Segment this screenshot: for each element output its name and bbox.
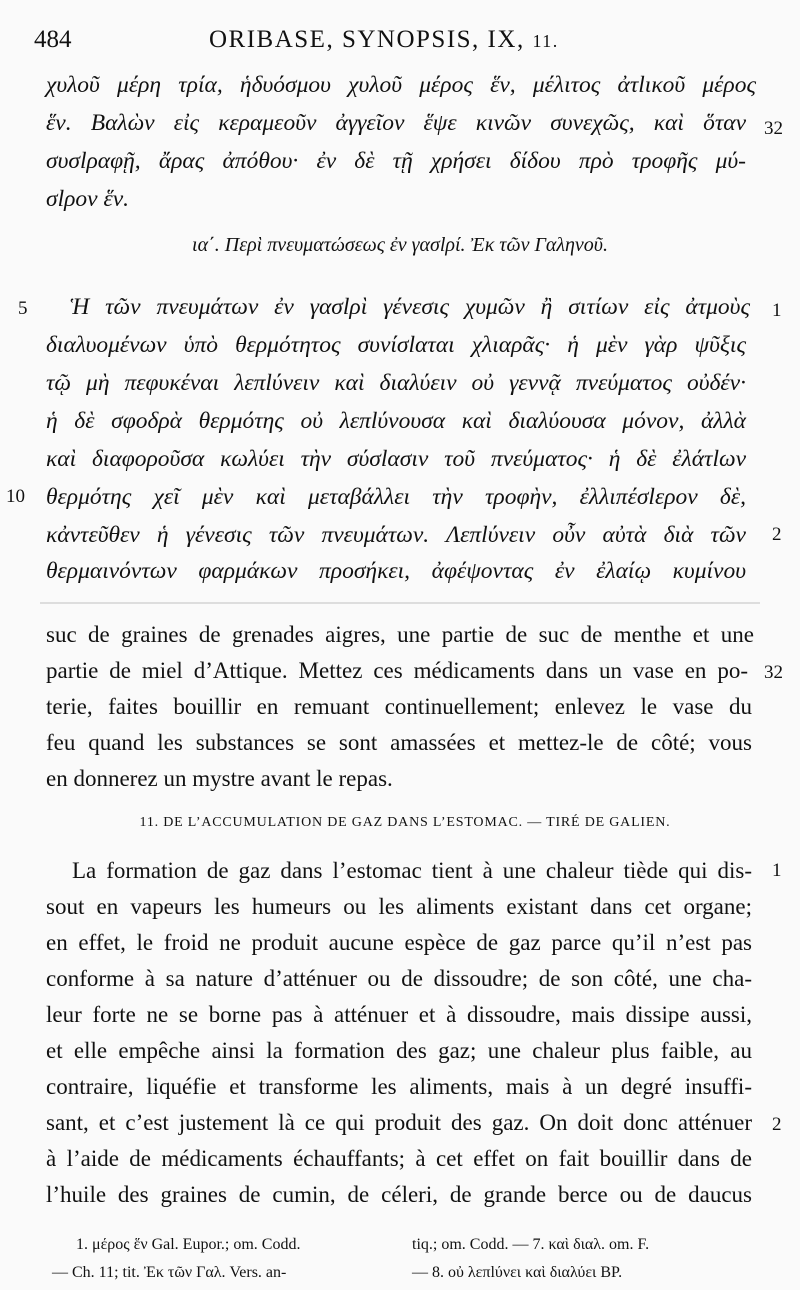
margin-number: 1 <box>772 300 782 321</box>
french-line: contraire, liquéfie et transforme les aliments, mais à un degré insuffi- <box>46 1074 752 1099</box>
greek-line: συσlραφῇ, ἄρας ἀπόθου· ἐν δὲ τῇ χρήσει δίδου πρὸ τροφῆς μύ- <box>46 148 746 174</box>
french-line: feu quand les substances se sont amassées et mettez-le de côté; vous <box>46 730 752 755</box>
french-line: leur forte ne se borne pas à atténuer et à dissoudre, mais dissipe aussi, <box>46 1002 752 1027</box>
french-line: sout en vapeurs les humeurs ou les aliments existant dans cet organe; <box>46 894 752 919</box>
running-head-chapter: 11. <box>532 31 559 51</box>
page-header <box>34 24 734 60</box>
french-line: l’huile des graines de cumin, de céleri, de grande berce ou de daucus <box>46 1182 752 1207</box>
french-line: La formation de gaz dans l’estomac tient à une chaleur tiède qui dis- <box>72 858 752 883</box>
margin-number: 2 <box>772 1114 782 1135</box>
french-line: terie, faites bouillir en remuant continuellement; enlevez le vase du <box>46 694 752 719</box>
greek-line: ἕν. Βαλὼν εἰς κεραμεοῦν ἀγγεῖον ἕψε κινῶν συνεχῶς, καὶ ὅταν <box>46 110 746 136</box>
margin-number: 32 <box>764 662 783 683</box>
french-line: en effet, le froid ne produit aucune espèce de gaz parce qu’il n’est pas <box>46 930 752 955</box>
greek-line: Ἡ τῶν πνευμάτων ἐν γασlρὶ γένεσις χυμῶν ἢ σιτίων εἰς ἀτμοὺς <box>70 294 750 320</box>
footnote-left-1: 1. μέρος ἕν Gal. Eupor.; om. Codd. <box>76 1236 301 1253</box>
footnote-right-1: tiq.; om. Codd. — 7. καὶ διαλ. om. F. <box>412 1236 650 1253</box>
french-line: sant, et c’est justement là ce qui produit des gaz. On doit donc atténuer <box>46 1110 752 1135</box>
running-head-title: ORIBASE, SYNOPSIS, IX, <box>209 26 533 53</box>
greek-line: θερμαινόντων φαρμάκων προσήκει, ἀφέψοντας ἐν ἐλαίῳ κυμίνου <box>46 558 746 584</box>
separator <box>40 602 760 604</box>
line-number: 5 <box>18 298 28 319</box>
greek-line: χυλοῦ μέρη τρία, ἡδυόσμου χυλοῦ μέρος ἕν, μέλιτος ἀτlικοῦ μέρος <box>46 72 756 98</box>
page-number: 484 <box>34 26 72 53</box>
greek-line: τῷ μὴ πεφυκέναι λεπlύνειν καὶ διαλύειν οὐ γεννᾷ πνεύματος οὐδέν· <box>46 370 746 396</box>
margin-number: 32 <box>764 118 783 139</box>
margin-number: 2 <box>772 524 782 545</box>
french-line: suc de graines de grenades aigres, une partie de suc de menthe et une <box>46 622 754 647</box>
greek-line: κἀντεῦθεν ἡ γένεσις τῶν πνευμάτων. Λεπlύνειν οὖν αὐτὰ διὰ τῶν <box>46 522 746 548</box>
footnote-right-2: — 8. οὐ λεπlύνει καὶ διαλύει BP. <box>412 1264 623 1281</box>
margin-number: 1 <box>772 860 782 881</box>
line-number: 10 <box>6 486 25 507</box>
french-line: conforme à sa nature d’atténuer ou de dissoudre; de son côté, une cha- <box>46 966 752 991</box>
greek-line: διαλυομένων ὑπὸ θερμότητος συνίσlαται χλιαρᾶς· ἡ μὲν γὰρ ψῦξις <box>46 332 746 358</box>
footnote-left-2: — Ch. 11; tit. Ἐκ τῶν Γαλ. Vers. an- <box>52 1264 287 1281</box>
running-head <box>209 26 559 54</box>
greek-line: σlρον ἕν. <box>46 186 130 212</box>
greek-chapter-title: ια΄. Περὶ πνευματώσεως ἐν γασlρί. Ἐκ τῶν Γαληνοῦ. <box>192 234 608 256</box>
french-chapter-title: 11. DE L’ACCUMULATION DE GAZ DANS L’ESTOMAC. — TIRÉ DE GALIEN. <box>139 815 671 830</box>
greek-line: θερμότης χεῖ μὲν καὶ μεταβάλλει τὴν τροφὴν, ἐλλιπέσlερον δὲ, <box>46 484 746 510</box>
greek-line: ἡ δὲ σφοδρὰ θερμότης οὐ λεπlύνουσα καὶ διαλύουσα μόνον, ἀλλὰ <box>46 408 746 434</box>
french-line: en donnerez un mystre avant le repas. <box>46 766 393 791</box>
greek-line: καὶ διαφοροῦσα κωλύει τὴν σύσlασιν τοῦ πνεύματος· ἡ δὲ ἐλάτlων <box>46 446 746 472</box>
french-line: partie de miel d’Attique. Mettez ces médicaments dans un vase en po- <box>46 658 748 683</box>
french-line: à l’aide de médicaments échauffants; à cet effet on fait bouillir dans de <box>46 1146 752 1171</box>
french-line: et elle empêche ainsi la formation des gaz; une chaleur plus faible, au <box>46 1038 752 1063</box>
